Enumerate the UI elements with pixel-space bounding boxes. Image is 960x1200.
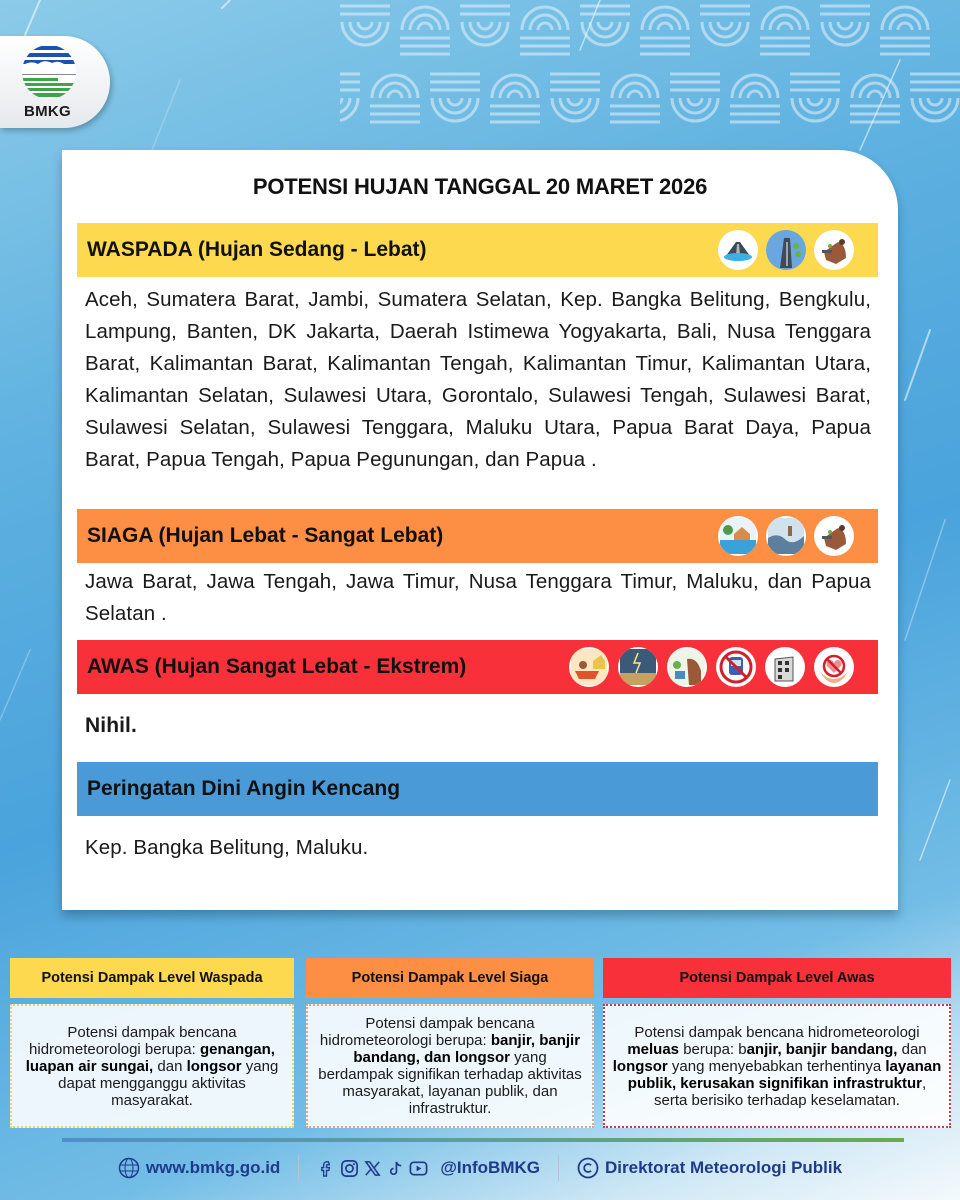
awas-header	[77, 640, 878, 694]
awas-label: AWAS (Hujan Sangat Lebat - Ekstrem)	[87, 655, 467, 678]
waspada-icons	[718, 230, 854, 270]
siaga-regions: Jawa Barat, Jawa Tengah, Jawa Timur, Nusa Tenggara Timur, Maluku, dan Papua Selatan .	[85, 570, 871, 625]
impact-waspada	[10, 958, 294, 1130]
wind-warning-header	[77, 762, 878, 816]
damaged-building-icon	[765, 647, 805, 687]
landslide-village-icon	[667, 647, 707, 687]
facebook-icon[interactable]	[317, 1159, 336, 1178]
youtube-icon[interactable]	[409, 1159, 428, 1178]
footer	[60, 1152, 900, 1184]
landslide-icon	[814, 230, 854, 270]
copyright-icon	[577, 1157, 599, 1179]
road-landslide-icon	[766, 230, 806, 270]
impact-waspada-text: Potensi dampak bencana hidrometeorologi berupa: genangan, luapan air sungai, dan longsor yang dapat mengganggu aktivitas masyarakat.	[10, 1004, 294, 1128]
background-wave-pattern	[340, 0, 960, 140]
bmkg-logo-icon	[18, 44, 80, 100]
copyright	[577, 1157, 842, 1179]
impact-awas	[603, 958, 951, 1130]
impact-siaga-title: Potensi Dampak Level Siaga	[306, 958, 594, 998]
waspada-header	[77, 223, 878, 277]
instagram-icon[interactable]	[340, 1159, 359, 1178]
footer-divider	[62, 1138, 904, 1142]
footer-separator	[298, 1155, 299, 1181]
awas-icons	[569, 647, 854, 687]
social-handle[interactable]: @InfoBMKG	[440, 1158, 540, 1177]
forecast-card	[62, 150, 898, 910]
landslide-icon	[814, 516, 854, 556]
impact-awas-text: Potensi dampak bencana hidrometeorologi meluas berupa: banjir, banjir bandang, dan longsor yang menyebabkan terhentinya layanan publik, kerusakan signifikan infrastruktur, serta berisiko terhadap keselamatan.	[603, 1004, 951, 1128]
globe-icon	[118, 1157, 140, 1179]
website-text: www.bmkg.go.id	[145, 1158, 281, 1177]
copyright-text: Direktorat Meteorologi Publik	[605, 1158, 843, 1177]
x-icon[interactable]	[363, 1159, 382, 1178]
flooded-road-icon	[718, 230, 758, 270]
no-train-icon	[716, 647, 756, 687]
waspada-regions: Aceh, Sumatera Barat, Jambi, Sumatera Selatan, Kep. Bangka Belitung, Bengkulu, Lampung, Banten, DK Jakarta, Daerah Istimewa Yogyakarta, Bali, Nusa Tenggara Barat, Kalimantan Barat, Kalimantan Tengah, Kalimantan Timur, Kalimantan Utara, Kalimantan Selatan, Sulawesi Utara, Gorontalo, Sulawesi Tengah, Sulawesi Barat, Sulawesi Selatan, Sulawesi Tenggara, Maluku Utara, Papua Barat Daya, Papua Barat, Papua Tengah, Papua Pegunungan, dan Papua .	[85, 288, 871, 471]
page-title: POTENSI HUJAN TANGGAL 20 MARET 2026	[252, 174, 708, 199]
waspada-label: WASPADA (Hujan Sedang - Lebat)	[87, 238, 427, 261]
siaga-header	[77, 509, 878, 563]
website-link[interactable]	[118, 1157, 280, 1179]
flash-flood-icon	[766, 516, 806, 556]
impact-siaga	[306, 958, 594, 1130]
evacuation-boat-icon	[569, 647, 609, 687]
impact-siaga-text: Potensi dampak bencana hidrometeorologi berupa: banjir, banjir bandang, dan longsor yang berdampak signifikan terhadap aktivitas masyarakat, layanan publik, dan infrastruktur.	[306, 1004, 594, 1128]
storm-flood-icon	[618, 647, 658, 687]
social-links	[317, 1158, 540, 1178]
siaga-label: SIAGA (Hujan Lebat - Sangat Lebat)	[87, 524, 444, 547]
logo-text: BMKG	[24, 103, 72, 120]
footer-separator	[558, 1155, 559, 1181]
flooded-house-icon	[718, 516, 758, 556]
no-safety-icon	[814, 647, 854, 687]
wind-warning-label: Peringatan Dini Angin Kencang	[87, 777, 401, 800]
bmkg-logo	[0, 36, 110, 128]
impact-waspada-title: Potensi Dampak Level Waspada	[10, 958, 294, 998]
awas-regions: Nihil.	[85, 714, 137, 737]
impact-awas-title: Potensi Dampak Level Awas	[603, 958, 951, 998]
wind-warning-regions: Kep. Bangka Belitung, Maluku.	[85, 836, 369, 859]
tiktok-icon[interactable]	[386, 1159, 405, 1178]
siaga-icons	[718, 516, 854, 556]
